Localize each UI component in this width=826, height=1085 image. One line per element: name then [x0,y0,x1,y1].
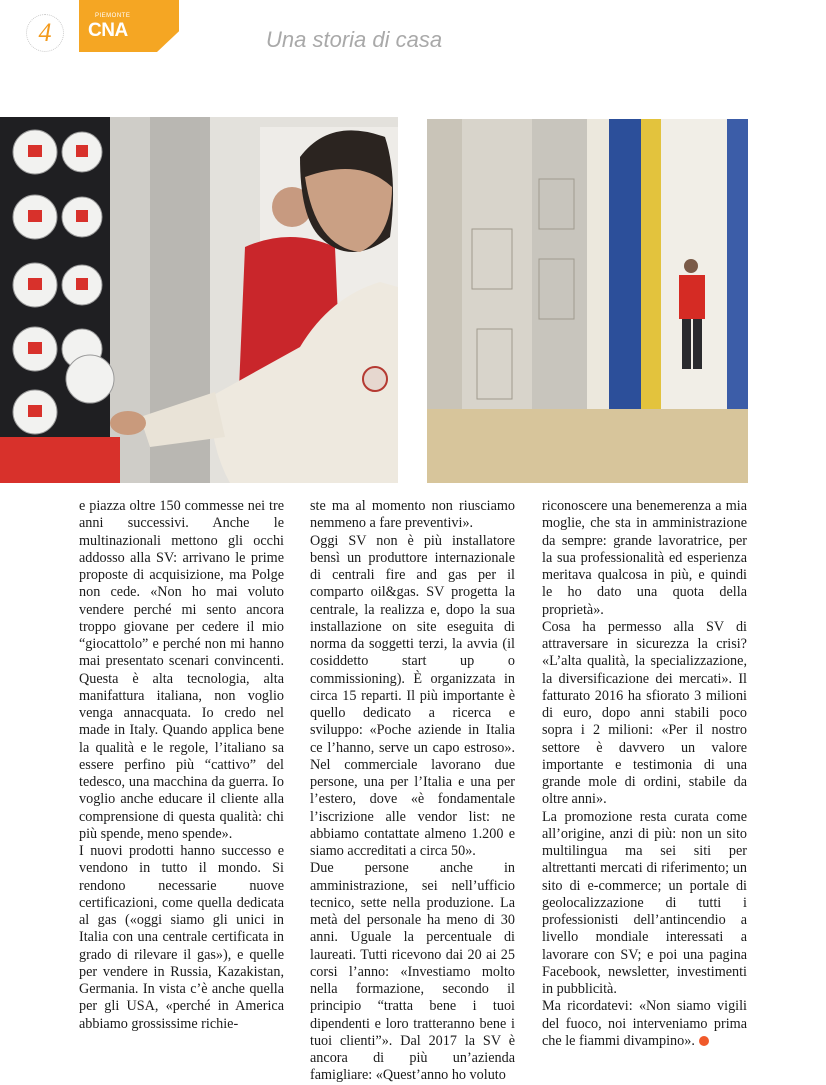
cna-logo: CNA [88,20,128,41]
page-number-badge [26,14,64,52]
article-column-3 [542,498,747,1050]
paragraph: La promozione resta curata come all’origine, anzi di più: non un sito multilingua ma sei siti per altrettanti mercati di riferimento; un sito di e-commerce; un portale di geolocalizzazione di tutti i professionisti dell’antincendio a livello mondiale interessati a lavorare con SV; e poi una pagina Facebook, newsletter, investimenti in pubblicità. [542,808,747,997]
article-column-2 [310,498,515,1085]
logo-subtext: PIEMONTE [95,13,131,19]
page-number: 4 [38,18,52,47]
closing-text: Ma ricordatevi: «Non siamo vigili del fuoco, noi interveniamo prima che le fiammi divampino». [542,998,747,1049]
closing-paragraph [542,998,747,1050]
paragraph: Cosa ha permesso alla SV di attraversare in sicurezza la crisi? «L’alta qualità, la specializzazione, la diversificazione dei mercati». Il fatturato 2016 ha sfiorato 3 milioni di euro, dopo anni stabili poco sopra i 2 milioni: «Per il nostro settore è davvero un valore importante e testimonia di una grande mole di ordini, stabile da oltre anni». [542,618,747,808]
paragraph: e piazza oltre 150 commesse nei tre anni successivi. Anche le multinazionali mettono gli occhi addosso alla SV: arrivano le prime proposte di acquisizione, ma Polge non cede. «Non ho mai voluto vendere perché mi sento ancora troppo giovane per cedere il mio “giocattolo” e perché non mi hanno mai presentato scenari convincenti. Questa è alta tecnologia, alta manifattura italiana, non voglio venga annacquata. Io credo nel made in Italy. Quando applica bene la qualità e le regole, l’italiano sa essere perfino più “cattivo” del tedesco, una macchina da guerra. Io voglio anche educare il cliente alla comprensione di questa qualità: chi più spende, meno spende». [79,498,284,842]
corridor-photo-illustration [427,119,748,483]
workshop-photo-illustration [0,117,398,483]
workshop-photo [0,117,398,483]
paragraph: Due persone anche in amministrazione, sei nell’ufficio tecnico, sette nella produzione. La metà del personale ha meno di 30 anni. Uguale la percentuale di laureati. Tutti ricevono dai 20 ai 25 corsi l’anno: «Investiamo molto nella formazione, secondo il principio “tratta bene i tuoi dipendenti e loro tratteranno bene i tuoi clienti”». Dal 2017 la SV è ancora di più un’azienda famigliare: «Quest’anno ho voluto [310,860,515,1084]
article-column-1 [79,498,284,1033]
office-corridor-photo [427,119,748,483]
section-title: Una storia di casa [266,27,443,52]
paragraph: Oggi SV non è più installatore bensì un produttore internazionale di centrali fire and gas per il comparto oil&gas. SV progetta la centrale, la realizza e, dopo la sua installazione on site eseguita di norma da soggetti terzi, la avvia (il cosiddetto start up o commissioning). È organizzata in circa 15 reparti. Il più importante è quello dedicato a ricerca e sviluppo: «Poche aziende in Italia ce l’hanno, serve un capo estroso». Nel commerciale lavorano due persone, una per l’Italia e una per l’estero, dove «è fondamentale l’iscrizione alle vendor list: ne abbiamo contattate almeno 1.200 e siamo accreditati a circa 50». [310,532,515,859]
paragraph: riconoscere una benemerenza a mia moglie, che sta in amministrazione da sempre: grande lavoratrice, per la sua professionalità ed esperienza meritava qualcosa in più, e quindi le ho dato una quota della proprietà». [542,498,747,618]
article-end-dot-icon [699,1036,709,1046]
paragraph: I nuovi prodotti hanno successo e vendono in tutto il mondo. Si rendono necessarie nuove certificazioni, come quella dedicata al gas («oggi siamo gli unici in Italia con una centrale certificata in grado di rilevare il gas»), e quelle per vendere in Russia, Kazakistan, Germania. In vista c’è anche quella per gli USA, «perché in America abbiamo grossissime richie- [79,843,284,1032]
paragraph: ste ma al momento non riusciamo nemmeno a fare preventivi». [310,498,515,532]
